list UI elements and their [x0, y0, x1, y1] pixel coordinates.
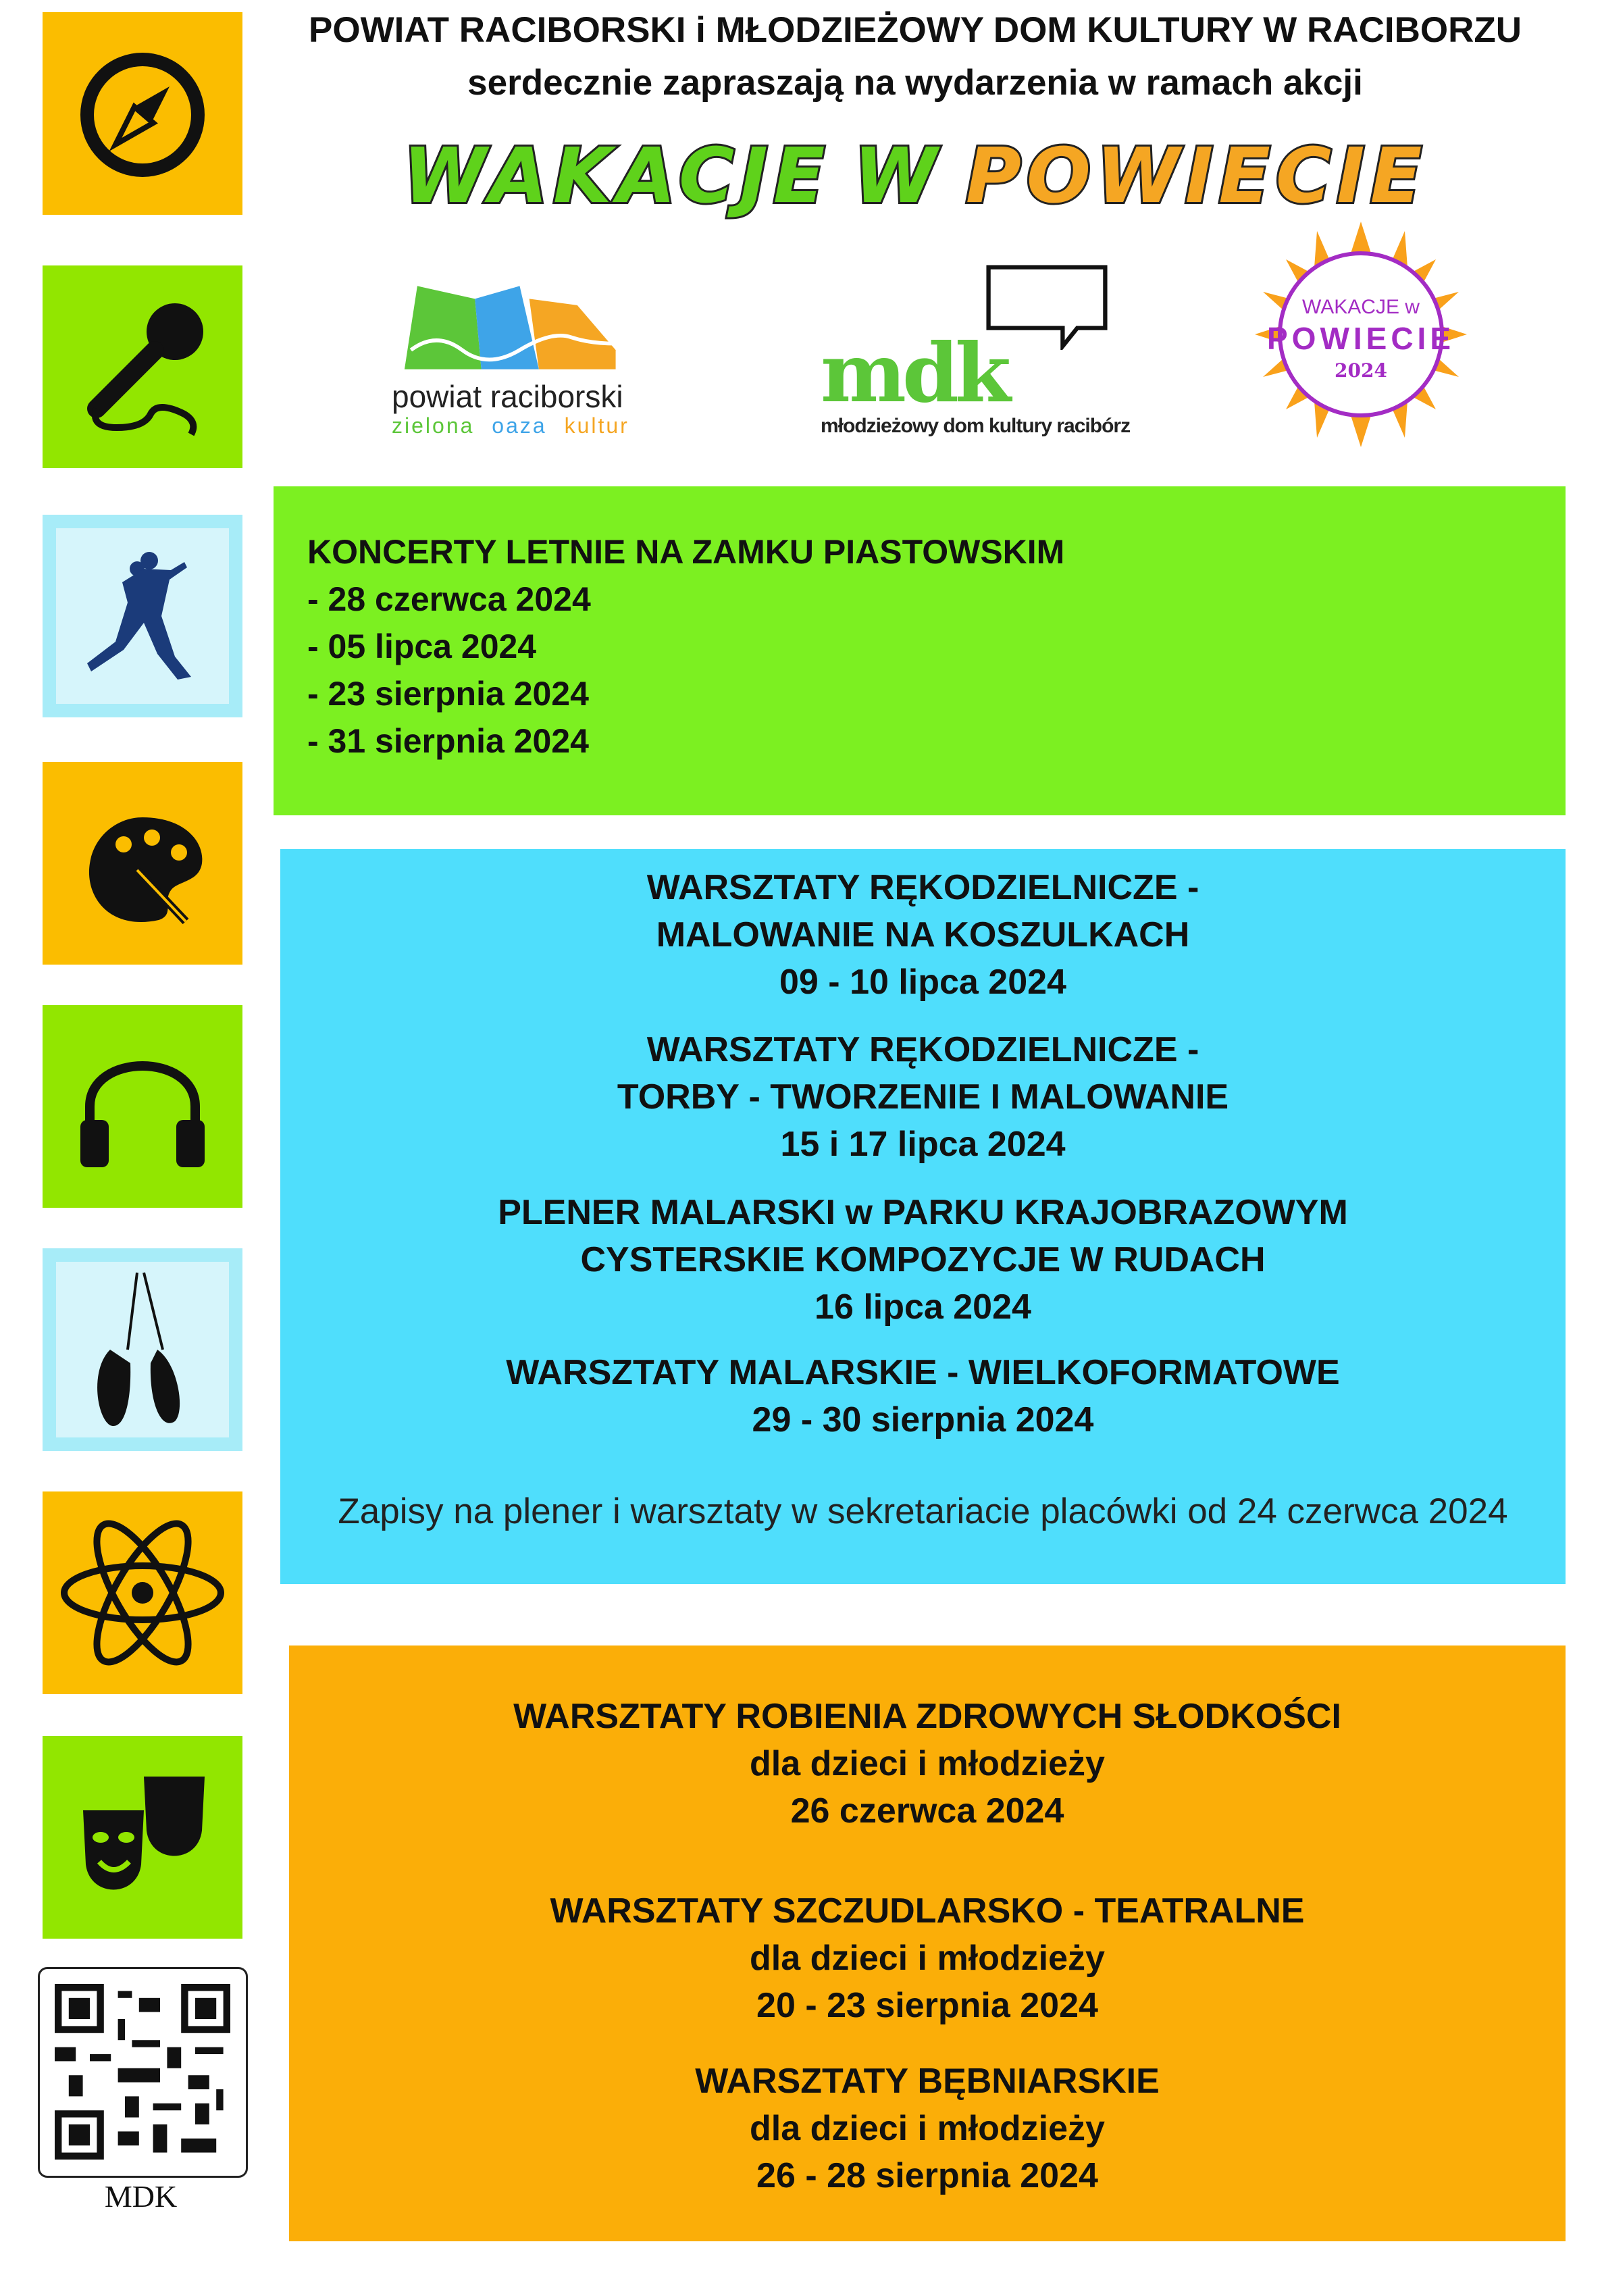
theater-masks-icon — [43, 1736, 242, 1939]
concert-date: - 23 sierpnia 2024 — [307, 675, 589, 713]
powiat-name: powiat raciborski — [392, 379, 623, 414]
workshop-date: 29 - 30 sierpnia 2024 — [752, 1400, 1094, 1439]
event-title — [257, 132, 1574, 227]
youth-workshop-audience: dla dzieci i młodzieży — [750, 2109, 1105, 2148]
workshop-title: WARSZTATY RĘKODZIELNICZE - — [646, 868, 1199, 907]
concert-date: - 31 sierpnia 2024 — [307, 722, 589, 760]
workshop-subtitle: CYSTERSKIE KOMPOZYCJE W RUDACH — [580, 1240, 1266, 1279]
dancers-tile — [43, 515, 242, 717]
wakacje-sun-logo — [1249, 216, 1472, 453]
mdk-logo — [821, 265, 1131, 440]
headphones-tile — [43, 1005, 242, 1208]
header-organizers: POWIAT RACIBORSKI i MŁODZIEŻOWY DOM KULTURY W RACIBORZU — [309, 10, 1522, 50]
workshop-block-3 — [280, 1189, 1566, 1331]
palette-icon — [43, 762, 242, 965]
sun-line1: WAKACJE w — [1302, 296, 1420, 318]
powiat-tag-zielona: zielona — [392, 413, 475, 438]
youth-workshop-date: 26 - 28 sierpnia 2024 — [756, 2156, 1098, 2195]
qr-label: MDK — [104, 2179, 178, 2214]
workshops-panel — [280, 849, 1566, 1584]
workshop-block-1 — [280, 864, 1566, 1006]
youth-workshops-panel — [289, 1646, 1566, 2241]
ballet-shoes-icon — [43, 1248, 242, 1451]
sun-line2: POWIECIE — [1266, 321, 1455, 356]
powiat-tag-oaza: oaza — [492, 413, 547, 438]
concert-date: - 28 czerwca 2024 — [307, 580, 591, 618]
compass-tile — [43, 12, 242, 215]
youth-workshop-title: WARSZTATY SZCZUDLARSKO - TEATRALNE — [550, 1891, 1305, 1931]
workshop-date: 15 i 17 lipca 2024 — [780, 1125, 1066, 1164]
powiat-mountains-graphic — [392, 277, 635, 378]
youth-workshop-audience: dla dzieci i młodzieży — [750, 1744, 1105, 1783]
title-word-powiecie: POWIECIE — [965, 132, 1428, 220]
registration-note: Zapisy na plener i warsztaty w sekretariacie placówki od 24 czerwca 2024 — [338, 1491, 1508, 1531]
youth-workshop-block-3 — [289, 2058, 1566, 2199]
powiat-tag-kultur: kultur — [564, 413, 629, 438]
powiat-tagline — [392, 413, 629, 438]
workshop-subtitle: MALOWANIE NA KOSZULKACH — [656, 915, 1190, 954]
qr-code[interactable] — [38, 1967, 248, 2178]
youth-workshop-block-1 — [289, 1693, 1566, 1835]
concerts-title: KONCERTY LETNIE NA ZAMKU PIASTOWSKIM — [307, 533, 1065, 571]
youth-workshop-block-2 — [289, 1887, 1566, 2029]
youth-workshop-date: 20 - 23 sierpnia 2024 — [756, 1986, 1098, 2025]
concert-date: - 05 lipca 2024 — [307, 628, 537, 665]
title-word-w: W — [853, 132, 943, 220]
mdk-mark: mdk — [821, 326, 1008, 421]
workshop-block-4 — [280, 1349, 1566, 1444]
microphone-tile — [43, 265, 242, 468]
youth-workshop-date: 26 czerwca 2024 — [790, 1791, 1064, 1831]
youth-workshop-title: WARSZTATY BĘBNIARSKIE — [695, 2062, 1160, 2101]
atom-icon — [43, 1491, 242, 1694]
palette-tile — [43, 762, 242, 965]
masks-tile — [43, 1736, 242, 1939]
powiat-logo — [385, 277, 642, 439]
title-word-wakacje: WAKACJE — [403, 132, 831, 220]
sun-line3: 2024 — [1335, 359, 1387, 382]
microphone-icon — [43, 265, 242, 468]
ballet-tile — [43, 1248, 242, 1451]
workshop-title: WARSZTATY RĘKODZIELNICZE - — [646, 1030, 1199, 1069]
youth-workshop-audience: dla dzieci i młodzieży — [750, 1939, 1105, 1978]
workshop-subtitle: TORBY - TWORZENIE I MALOWANIE — [617, 1077, 1229, 1117]
concerts-list — [307, 528, 1064, 765]
youth-workshop-title: WARSZTATY ROBIENIA ZDROWYCH SŁODKOŚCI — [513, 1697, 1341, 1736]
compass-icon — [43, 12, 242, 215]
workshop-block-2 — [280, 1026, 1566, 1168]
workshop-date: 16 lipca 2024 — [815, 1287, 1031, 1327]
headphones-icon — [43, 1005, 242, 1208]
atom-tile — [43, 1491, 242, 1694]
workshop-title: PLENER MALARSKI w PARKU KRAJOBRAZOWYM — [498, 1193, 1348, 1232]
mdk-full-name: młodzieżowy dom kultury racibórz — [821, 415, 1131, 437]
dancers-icon — [43, 515, 242, 717]
qr-pattern — [55, 1984, 230, 2160]
header-invitation: serdecznie zapraszają na wydarzenia w ramach akcji — [467, 63, 1363, 103]
workshop-date: 09 - 10 lipca 2024 — [779, 963, 1066, 1002]
workshop-title: WARSZTATY MALARSKIE - WIELKOFORMATOWE — [506, 1353, 1340, 1392]
concerts-panel — [274, 486, 1566, 815]
